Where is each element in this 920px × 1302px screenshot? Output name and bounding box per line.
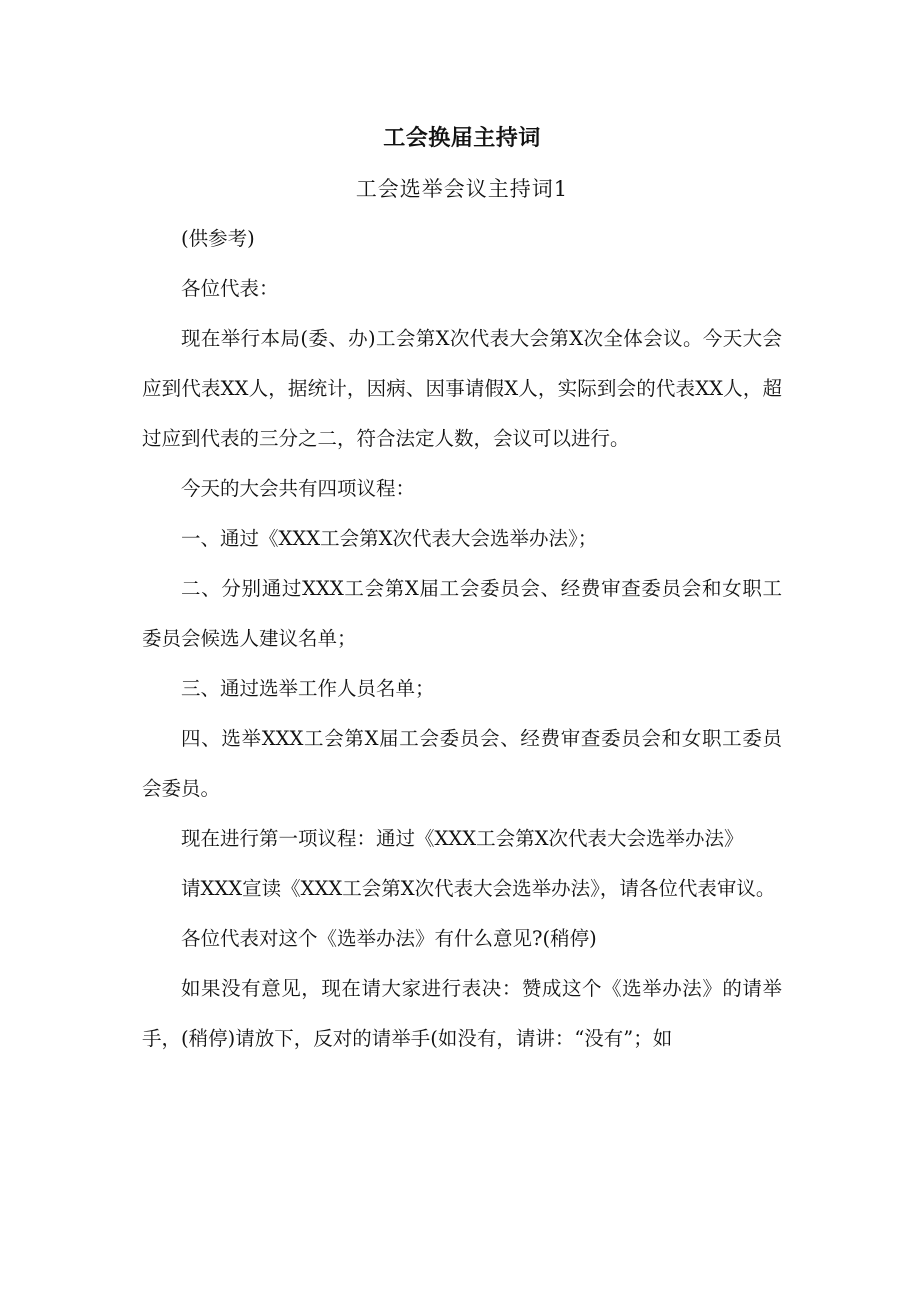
paragraph-agenda-item-3: 三、通过选举工作人员名单； bbox=[181, 677, 435, 700]
paragraph-opinion-question: 各位代表对这个《选举办法》有什么意见?(稍停) bbox=[181, 927, 597, 950]
paragraph-first-agenda-start: 现在进行第一项议程：通过《XXX工会第X次代表大会选举办法》 bbox=[181, 827, 744, 850]
paragraph-agenda-item-4: 四、选举XXX工会第X届工会委员会、经费审查委员会和女职工委员会委员。 bbox=[142, 727, 782, 800]
document-title: 工会换届主持词 bbox=[383, 126, 541, 151]
paragraph-reference-note: (供参考) bbox=[181, 227, 255, 250]
paragraph-reading-request: 请XXX宣读《XXX工会第X次代表大会选举办法》，请各位代表审议。 bbox=[181, 877, 776, 900]
paragraph-meeting-opening: 现在举行本局(委、办)工会第X次代表大会第X次全体会议。今天大会应到代表XX人，据统计，因病、因事请假X人，实际到会的代表XX人，超过应到代表的三分之二，符合法定人数，会议可以进行。 bbox=[142, 327, 782, 450]
paragraph-voting-instructions: 如果没有意见，现在请大家进行表决：赞成这个《选举办法》的请举手，(稍停)请放下，反对的请举手(如没有，请讲：“没有”；如 bbox=[142, 977, 782, 1050]
paragraph-agenda-intro: 今天的大会共有四项议程： bbox=[181, 477, 416, 500]
paragraph-agenda-item-1: 一、通过《XXX工会第X次代表大会选举办法》； bbox=[181, 527, 598, 550]
document-body bbox=[142, 114, 782, 1064]
document-subtitle: 工会选举会议主持词1 bbox=[355, 177, 569, 201]
paragraph-greeting: 各位代表： bbox=[181, 277, 279, 300]
paragraph-agenda-item-2: 二、分别通过XXX工会第X届工会委员会、经费审查委员会和女职工委员会候选人建议名单； bbox=[142, 577, 782, 650]
